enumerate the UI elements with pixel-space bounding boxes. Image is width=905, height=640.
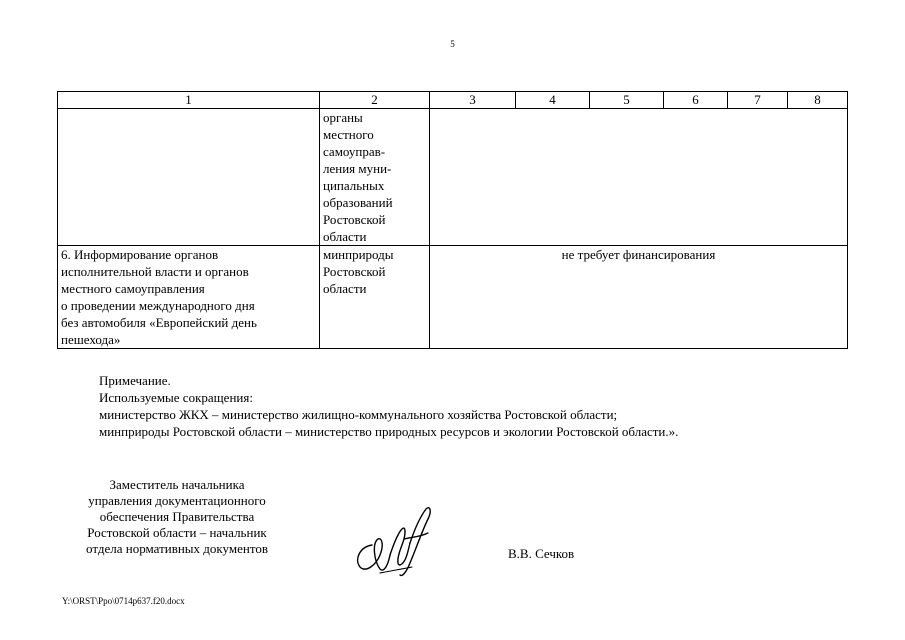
table-header-row — [58, 92, 848, 109]
column-number-7: 7 — [728, 92, 788, 109]
handwritten-signature — [350, 503, 436, 579]
funding-cell: не требует финансирования — [430, 246, 848, 349]
column-number-1: 1 — [58, 92, 320, 109]
signer-name: В.В. Сечков — [508, 546, 575, 561]
executor-cell: минприроды Ростовской области — [320, 246, 430, 349]
note-intro: Используемые сокращения: — [99, 390, 253, 405]
column-number-8: 8 — [788, 92, 848, 109]
measure-cell — [58, 109, 320, 246]
funding-cell — [430, 109, 848, 246]
note-item: минприроды Ростовской области – министерство природных ресурсов и экологии Ростовской области.». — [99, 424, 679, 439]
column-number-5: 5 — [590, 92, 664, 109]
file-path: Y:\ORST\Ppo\0714p637.f20.docx — [62, 596, 185, 606]
note-title: Примечание. — [99, 373, 171, 388]
note-item: министерство ЖКХ – министерство жилищно-коммунального хозяйства Ростовской области; — [99, 407, 618, 422]
column-number-4: 4 — [516, 92, 590, 109]
measures-table — [57, 91, 848, 349]
note-block — [99, 372, 678, 440]
signatory-position: Заместитель начальника управления документационного обеспечения Правительства Ростовской области – начальник отдела нормативных документов — [86, 477, 268, 556]
column-number-3: 3 — [430, 92, 516, 109]
column-number-6: 6 — [664, 92, 728, 109]
table-row — [58, 109, 848, 246]
table-row — [58, 246, 848, 349]
measure-cell: 6. Информирование органов исполнительной власти и органов местного самоуправления о проведении международного дня без автомобиля «Европейский день пешехода» — [58, 246, 320, 349]
page-number: 5 — [450, 39, 455, 49]
executor-cell: органы местного самоуправ- ления муни- ципальных образований Ростовской области — [320, 109, 430, 246]
column-number-2: 2 — [320, 92, 430, 109]
